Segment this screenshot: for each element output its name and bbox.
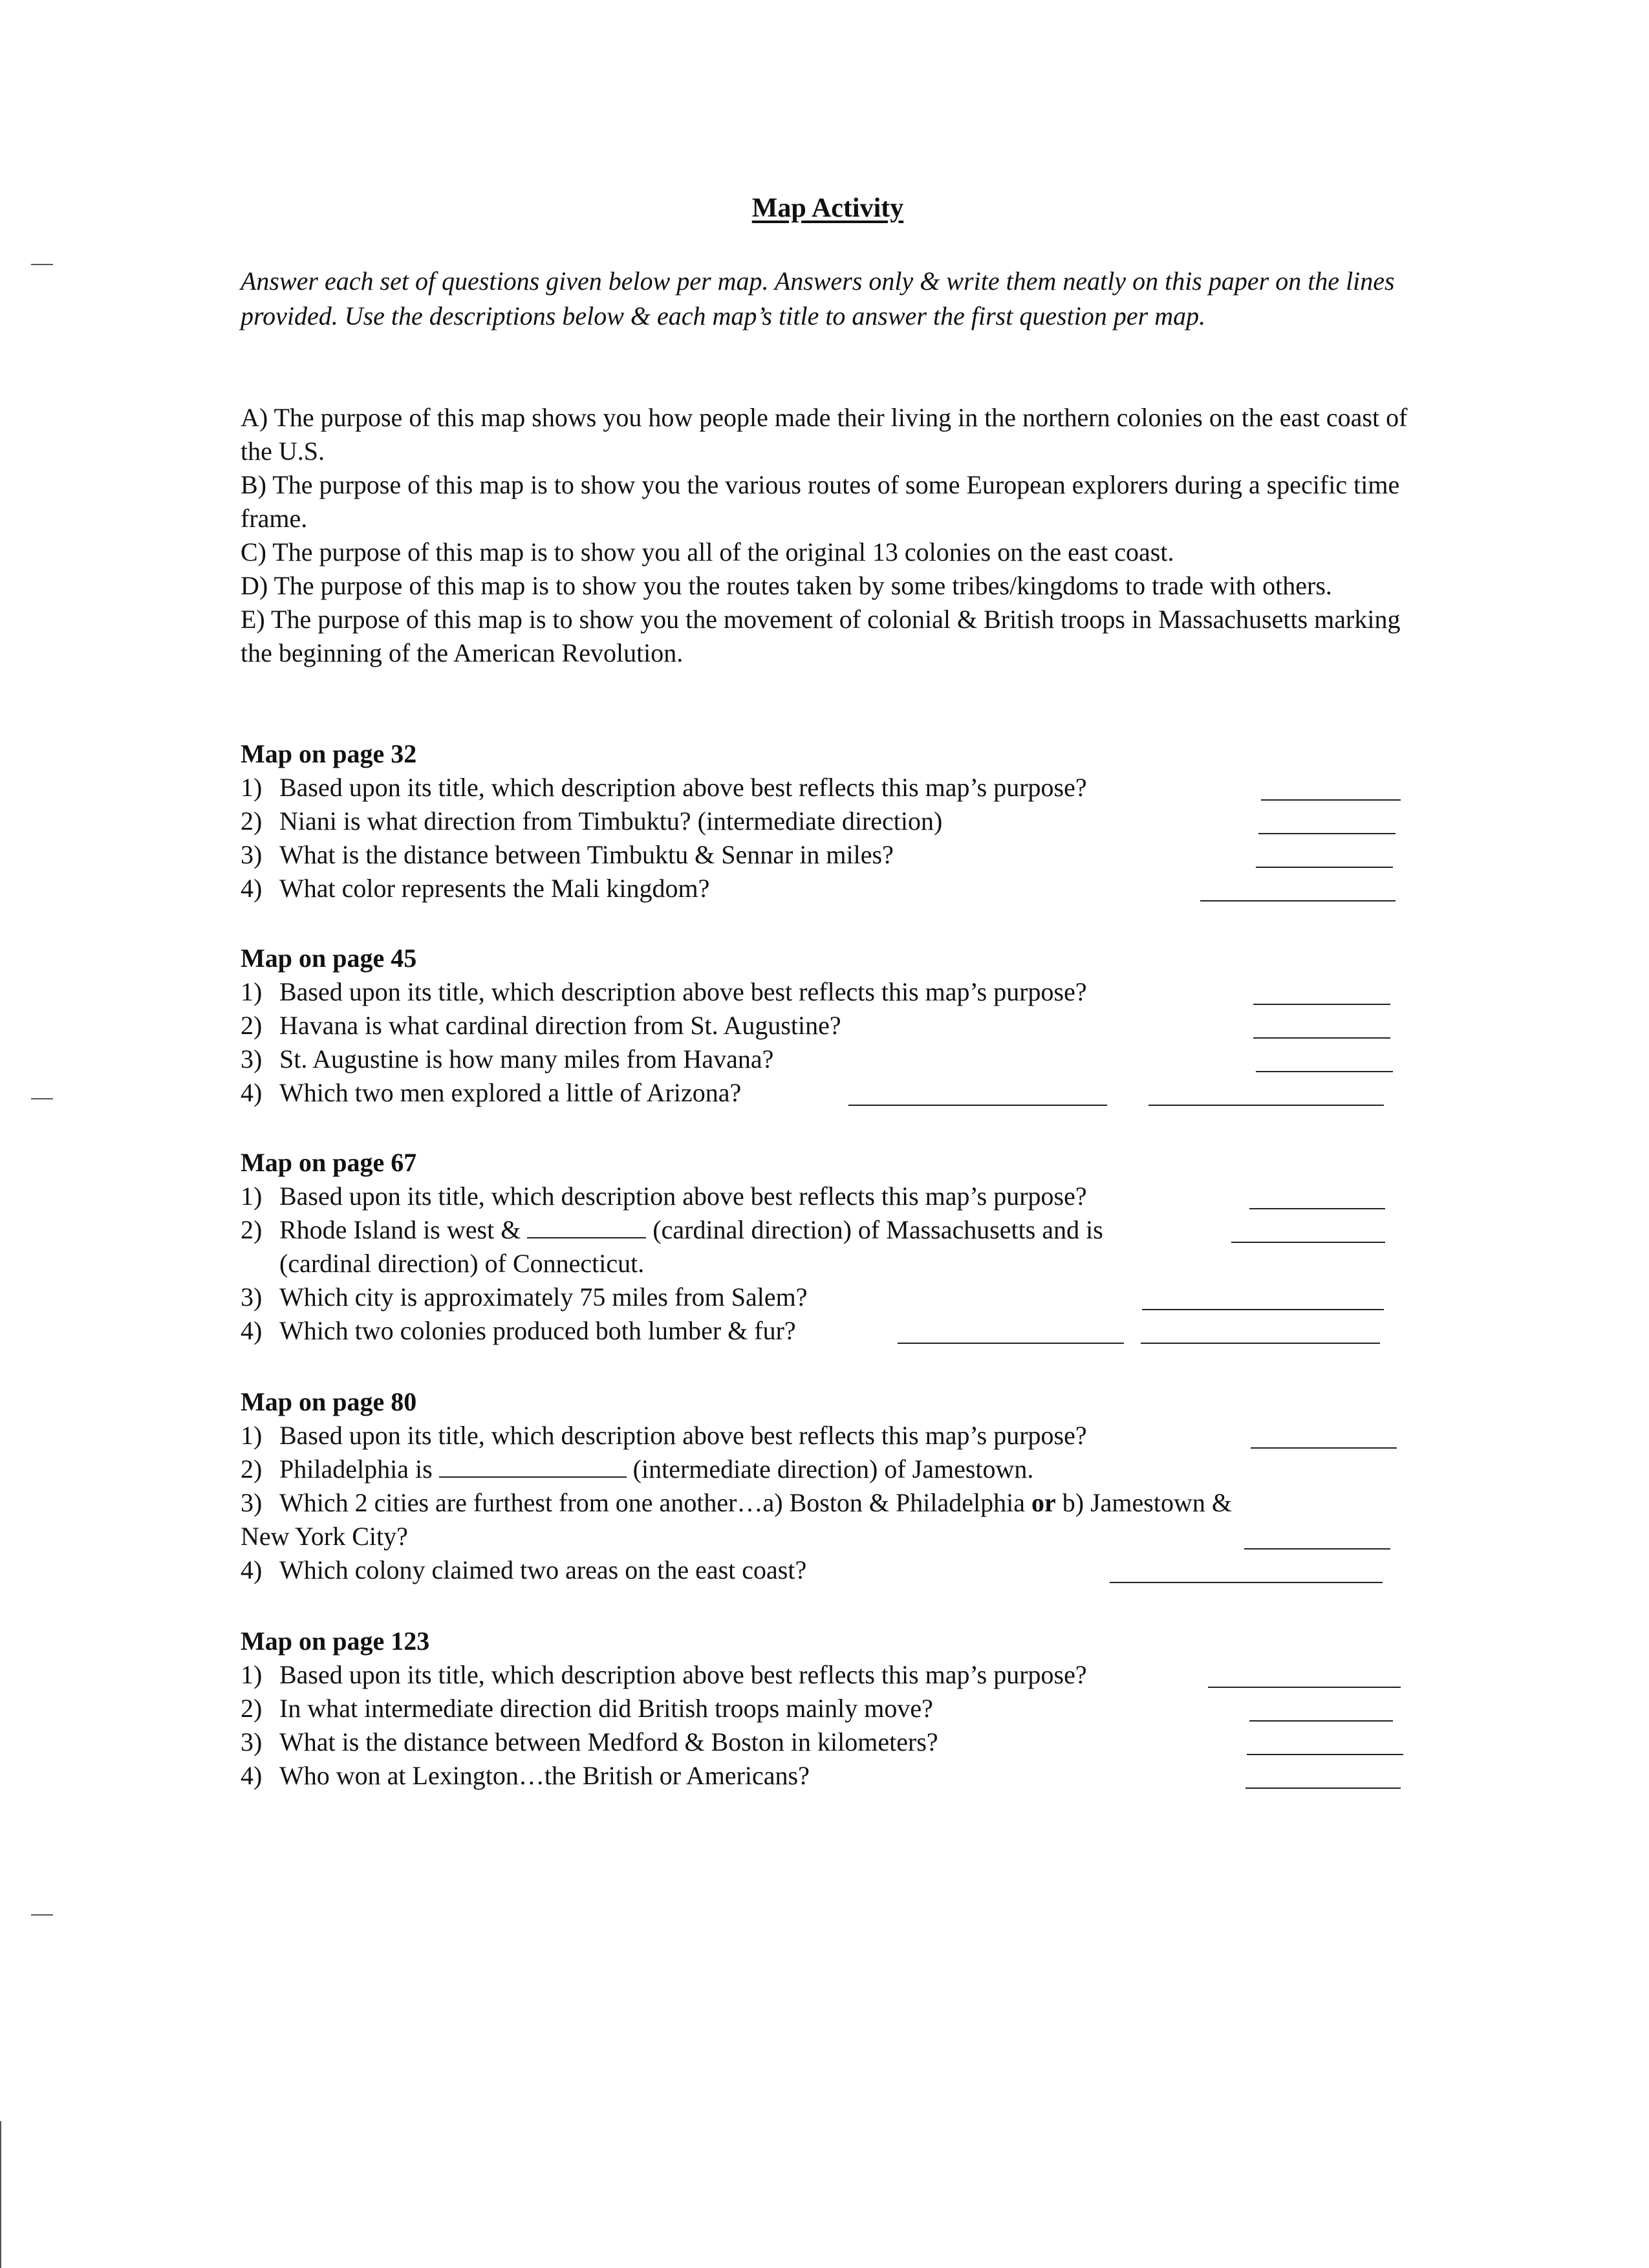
scan-mark <box>31 1914 53 1916</box>
question-number: 1) <box>241 1660 263 1689</box>
question-4 <box>241 872 1405 905</box>
question-text: Based upon its title, which description above best reflects this map’s purpose? <box>279 1182 1087 1211</box>
answer-blank[interactable] <box>1251 1447 1397 1449</box>
question-2 <box>241 1009 1405 1042</box>
question-2 <box>241 1692 1405 1725</box>
question-number: 1) <box>241 977 263 1006</box>
answer-blank[interactable] <box>1142 1309 1384 1310</box>
question-text: What is the distance between Timbuktu & Sennar in miles? <box>279 840 894 869</box>
answer-blank[interactable] <box>1256 867 1393 868</box>
question-number: 2) <box>241 1215 263 1244</box>
question-1 <box>241 771 1405 805</box>
section-heading: Map on page 80 <box>241 1387 417 1416</box>
question-number: 4) <box>241 1761 263 1790</box>
page-title: Map Activity <box>751 193 904 223</box>
question-1 <box>241 1419 1405 1453</box>
question-text: Based upon its title, which description above best reflects this map’s purpose? <box>279 1660 1087 1689</box>
question-2 <box>241 1213 1405 1247</box>
question-number: 4) <box>241 1078 263 1107</box>
question-4 <box>241 1314 1405 1348</box>
question-text: Based upon its title, which description above best reflects this map’s purpose? <box>279 773 1087 802</box>
question-2 <box>241 805 1405 838</box>
description-list <box>241 401 1430 670</box>
answer-blank[interactable] <box>1258 833 1396 834</box>
question-number: 3) <box>241 1727 263 1756</box>
map-section-page-67 <box>241 1146 1405 1348</box>
question-text: What is the distance between Medford & Boston in kilometers? <box>279 1727 938 1756</box>
question-number: 3) <box>241 1282 263 1312</box>
map-section-page-80 <box>241 1385 1405 1587</box>
answer-blank[interactable] <box>1249 1208 1385 1209</box>
answer-blank[interactable] <box>1253 1037 1390 1039</box>
question-number: 2) <box>241 806 263 836</box>
instructions: Answer each set of questions given below per map. Answers only & write them neatly on this paper on the lines provided. Use the descriptions below & each map’s title to answer the first question per map. <box>241 266 1395 330</box>
question-text: Rhode Island is west & <box>279 1215 521 1244</box>
answer-blank[interactable] <box>1253 1004 1390 1005</box>
answer-blank[interactable] <box>1208 1687 1401 1688</box>
map-section-page-123 <box>241 1625 1405 1793</box>
question-text-continued: (intermediate direction) of Jamestown. <box>632 1454 1034 1484</box>
answer-blank[interactable] <box>1110 1582 1383 1583</box>
question-4 <box>241 1076 1405 1110</box>
section-heading: Map on page 32 <box>241 739 417 768</box>
section-heading: Map on page 123 <box>241 1626 430 1656</box>
description-b: B) The purpose of this map is to show you the various routes of some European explorers during a specific time frame. <box>241 470 1400 533</box>
section-heading: Map on page 45 <box>241 944 417 973</box>
question-number: 3) <box>241 840 263 869</box>
question-2 <box>241 1453 1405 1486</box>
answer-blank-second[interactable] <box>1141 1343 1380 1344</box>
question-number: 2) <box>241 1694 263 1723</box>
question-number: 2) <box>241 1011 263 1040</box>
question-text: Havana is what cardinal direction from St. Augustine? <box>279 1011 841 1040</box>
question-text-continued: (cardinal direction) of Massachusetts and is <box>652 1215 1103 1244</box>
question-3 <box>241 1042 1405 1076</box>
question-3 <box>241 1725 1405 1759</box>
answer-blank[interactable] <box>1245 1787 1401 1789</box>
question-4 <box>241 1759 1405 1793</box>
question-text-or: or <box>1031 1488 1056 1517</box>
question-1 <box>241 1658 1405 1692</box>
question-text: Based upon its title, which description above best reflects this map’s purpose? <box>279 1421 1087 1450</box>
question-text: Who won at Lexington…the British or Americans? <box>279 1761 810 1790</box>
question-1 <box>241 975 1405 1009</box>
question-number: 1) <box>241 1182 263 1211</box>
answer-blank-first[interactable] <box>848 1105 1107 1106</box>
section-heading: Map on page 67 <box>241 1148 417 1177</box>
question-text: Which 2 cities are furthest from one another…a) Boston & Philadelphia <box>279 1488 1026 1517</box>
question-text: Niani is what direction from Timbuktu? (intermediate direction) <box>279 806 943 836</box>
answer-blank[interactable] <box>1249 1720 1393 1722</box>
question-text: What color represents the Mali kingdom? <box>279 874 710 903</box>
question-3-continued <box>241 1520 1405 1553</box>
question-3 <box>241 1486 1405 1520</box>
scan-edge-mark <box>0 2121 1 2268</box>
description-e: E) The purpose of this map is to show you the movement of colonial & British troops in Massachusetts marking the beginning of the American Revolution. <box>241 605 1401 667</box>
question-text: Which two colonies produced both lumber & fur? <box>279 1316 796 1345</box>
question-number: 3) <box>241 1488 263 1517</box>
description-c: C) The purpose of this map is to show you all of the original 13 colonies on the east coast. <box>241 537 1174 567</box>
question-text: Which two men explored a little of Arizona? <box>279 1078 742 1107</box>
answer-blank-second[interactable] <box>1148 1105 1384 1106</box>
question-3 <box>241 1280 1405 1314</box>
question-number: 4) <box>241 1316 263 1345</box>
answer-blank-first[interactable] <box>898 1343 1124 1344</box>
answer-blank[interactable] <box>1231 1242 1385 1243</box>
question-text-continued: b) Jamestown & <box>1062 1488 1232 1517</box>
answer-blank[interactable] <box>1256 1071 1393 1072</box>
answer-blank[interactable] <box>1200 900 1396 902</box>
question-text: Philadelphia is <box>279 1454 433 1484</box>
question-text-continued: New York City? <box>241 1522 408 1551</box>
question-text: Which colony claimed two areas on the east coast? <box>279 1555 807 1584</box>
question-2-continued: (cardinal direction) of Connecticut. <box>279 1249 645 1278</box>
map-section-page-45 <box>241 942 1405 1110</box>
inline-answer-blank[interactable] <box>527 1215 646 1238</box>
answer-blank[interactable] <box>1244 1548 1390 1550</box>
question-text: Based upon its title, which description above best reflects this map’s purpose? <box>279 977 1087 1006</box>
question-text: St. Augustine is how many miles from Havana? <box>279 1044 774 1074</box>
inline-answer-blank[interactable] <box>439 1454 627 1478</box>
map-section-page-32 <box>241 737 1405 905</box>
question-number: 3) <box>241 1044 263 1074</box>
question-4 <box>241 1553 1405 1587</box>
question-text: Which city is approximately 75 miles from Salem? <box>279 1282 808 1312</box>
scan-mark <box>31 1098 53 1099</box>
answer-blank[interactable] <box>1247 1754 1403 1755</box>
answer-blank[interactable] <box>1261 799 1401 801</box>
question-number: 2) <box>241 1454 263 1484</box>
question-number: 1) <box>241 1421 263 1450</box>
description-d: D) The purpose of this map is to show you the routes taken by some tribes/kingdoms to trade with others. <box>241 571 1332 600</box>
scan-mark <box>31 264 53 265</box>
question-number: 4) <box>241 1555 263 1584</box>
question-text: In what intermediate direction did British troops mainly move? <box>279 1694 933 1723</box>
description-a: A) The purpose of this map shows you how people made their living in the northern colonies on the east coast of the U.S. <box>241 403 1408 466</box>
question-3 <box>241 838 1405 872</box>
question-1 <box>241 1180 1405 1213</box>
question-number: 1) <box>241 773 263 802</box>
question-number: 4) <box>241 874 263 903</box>
